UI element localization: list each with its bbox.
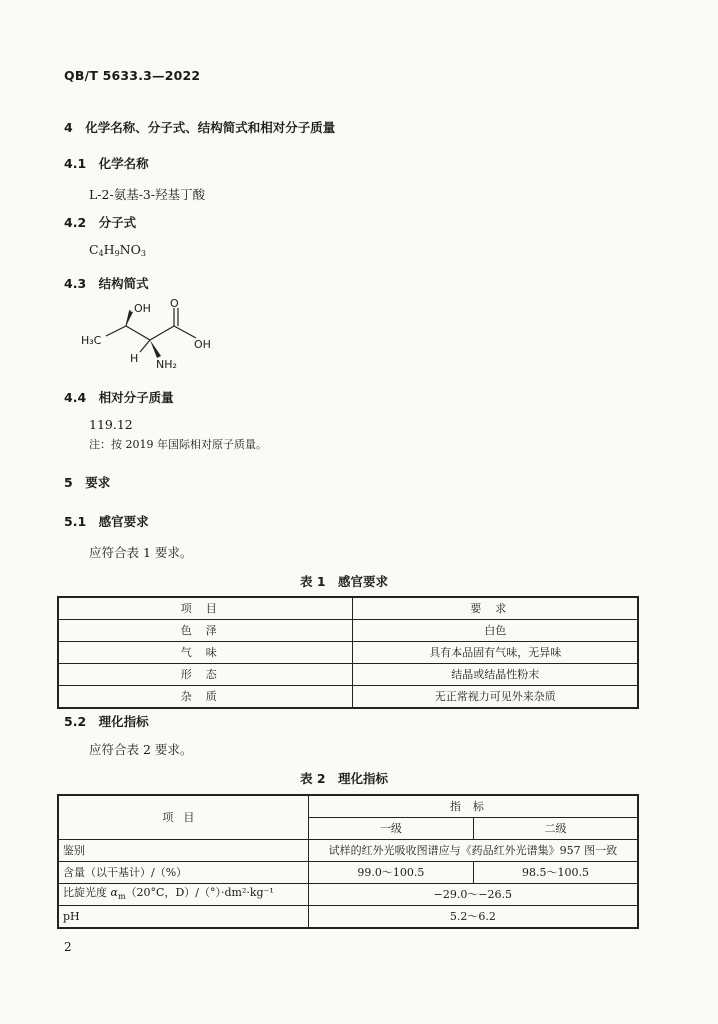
section-5-2-text: 应符合表 2 要求。 [89, 742, 193, 757]
bond-c2-h [140, 340, 150, 352]
page-number: 2 [64, 940, 72, 954]
chemical-name: L-2-氨基-3-羟基丁酸 [89, 187, 206, 202]
table-2-header-index: 指标 [308, 795, 638, 818]
section-4-3-heading: 4.3 结构简式 [64, 276, 149, 291]
table-2-cell-value: 试样的红外光吸收图谱应与《药品红外光谱集》957 图一致 [308, 840, 638, 862]
bond-c2-c1 [150, 326, 174, 340]
mass-note: 注：按 2019 年国际相对原子质量。 [89, 438, 267, 451]
table-2-cell-item: 比旋光度 $\alpha_m(20^\circ C$，D）/（°）·dm²·kg⁻¹ [58, 884, 308, 906]
label-h3c: H₃C [81, 334, 102, 347]
section-4-4-heading: 4.4 相对分子质量 [64, 390, 174, 405]
table-row [58, 884, 638, 906]
table-1-header-item: 项目 [58, 597, 353, 620]
table-2-header-grade-1: 一级 [308, 818, 473, 840]
wedge-c2-n [150, 340, 161, 358]
section-5-heading: 5 要求 [64, 475, 111, 490]
table-2-cell-grade-1: 99.0～100.5 [308, 862, 473, 884]
table-2-cell-item: 鉴别 [58, 840, 308, 862]
table-row [58, 664, 638, 686]
structural-formula [80, 296, 220, 376]
table-2-cell-value: −29.0～−26.5 [308, 884, 638, 906]
table-2-cell-item: 含量（以干基计）/（%） [58, 862, 308, 884]
label-oh-top: OH [134, 302, 151, 315]
label-nh2: NH₂ [156, 358, 177, 371]
table-1-cell-requirement: 白色 [353, 620, 638, 642]
section-4-2-heading: 4.2 分子式 [64, 215, 137, 230]
table-2-cell-item: pH [58, 906, 308, 929]
molecular-mass: 119.12 [89, 417, 133, 432]
section-4-1-heading: 4.1 化学名称 [64, 156, 149, 171]
table-1 [57, 596, 639, 709]
bond-c1-oh [174, 326, 196, 338]
table-row [58, 642, 638, 664]
table-2-cell-grade-2: 98.5～100.5 [474, 862, 638, 884]
table-2-cell-value: 5.2～6.2 [308, 906, 638, 929]
table-row [58, 686, 638, 709]
bond-c4-c3 [106, 326, 126, 336]
label-h: H [130, 352, 139, 365]
table-2-caption: 表 2 理化指标 [300, 771, 389, 786]
table-1-cell-item: 形态 [58, 664, 353, 686]
standard-code: QB/T 5633.3—2022 [64, 68, 201, 83]
table-1-header-row [58, 597, 638, 620]
section-5-2-heading: 5.2 理化指标 [64, 714, 149, 729]
table-2-header-item: 项目 [58, 795, 308, 840]
table-1-caption: 表 1 感官要求 [300, 574, 389, 589]
section-4-heading: 4 化学名称、分子式、结构简式和相对分子质量 [64, 120, 336, 135]
table-2-header-grade-2: 二级 [474, 818, 638, 840]
table-1-cell-item: 杂质 [58, 686, 353, 709]
table-row [58, 840, 638, 862]
bond-c3-c2 [126, 326, 150, 340]
table-1-cell-requirement: 具有本品固有气味，无异味 [353, 642, 638, 664]
table-2-header-row [58, 795, 638, 818]
table-1-header-requirement: 要求 [353, 597, 638, 620]
table-1-cell-requirement: 结晶或结晶性粉末 [353, 664, 638, 686]
section-5-1-heading: 5.1 感官要求 [64, 514, 149, 529]
table-row [58, 906, 638, 929]
table-2 [57, 794, 639, 929]
label-o-top: O [170, 297, 179, 310]
section-5-1-text: 应符合表 1 要求。 [89, 545, 193, 560]
label-oh-right: OH [194, 338, 211, 351]
table-1-cell-requirement: 无正常视力可见外来杂质 [353, 686, 638, 709]
table-1-cell-item: 色泽 [58, 620, 353, 642]
molecular-formula: $C_4H_9NO_3$ [89, 242, 146, 258]
table-1-cell-item: 气味 [58, 642, 353, 664]
table-row [58, 620, 638, 642]
wedge-c3-o [126, 311, 133, 326]
table-row [58, 862, 638, 884]
